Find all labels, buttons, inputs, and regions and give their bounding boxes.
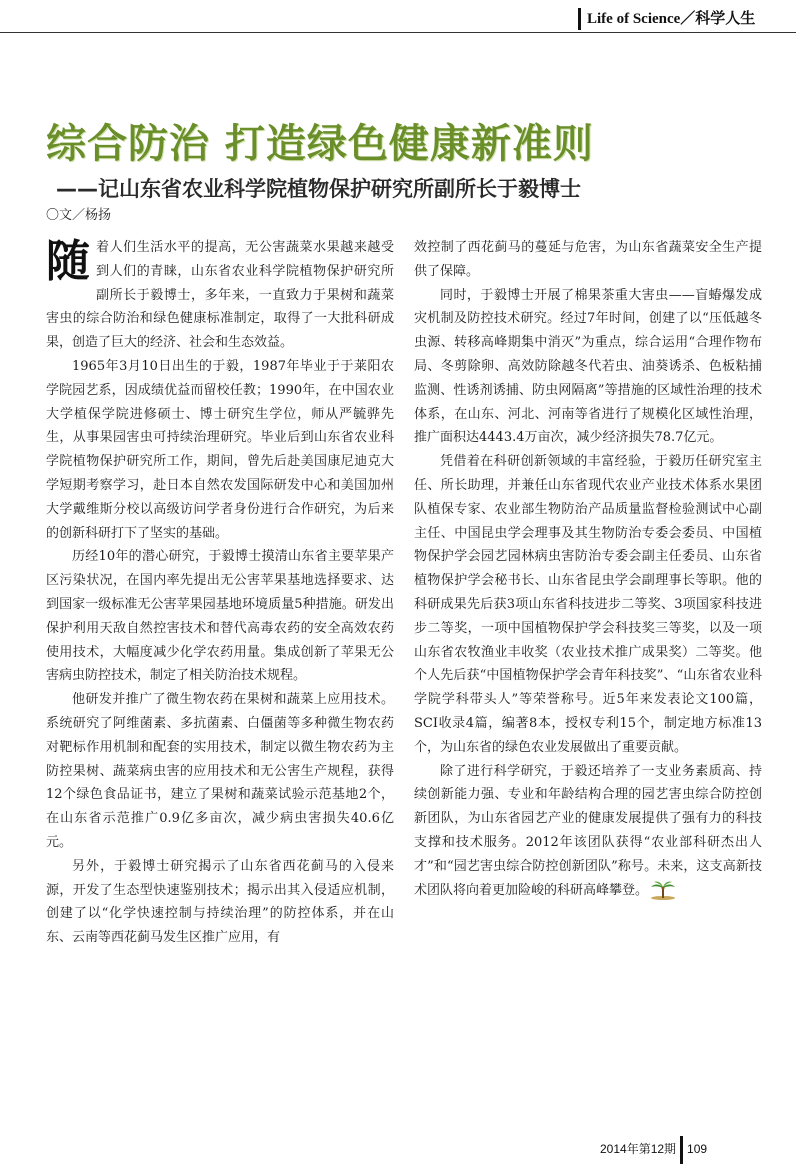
paragraph-9 [414,760,762,903]
article-title: 综合防治 打造绿色健康新准则 [46,121,594,167]
issue-label: 2014年第12期 [600,1142,677,1157]
paragraph-1-text: 着人们生活水平的提高，无公害蔬菜水果越来越受到人们的青睐，山东省农业科学院植物保护研究所副所长于毅博士，多年来，一直致力于果树和蔬菜害虫的综合防治和绿色健康标准制定，取得了一大批科研成果，创造了巨大的经济、社会和生态效益。 [46,240,394,351]
section-header [578,8,788,30]
drop-cap: 随 [46,236,90,287]
paragraph-8: 凭借着在科研创新领域的丰富经验，于毅历任研究室主任、所长助理，并兼任山东省现代农业产业技术体系水果团队植保专家、农业部生物防治产品质量监督检验测试中心副主任、中国昆虫学会理事及其生物防治专委会委员、中国植物保护学会园艺园林病虫害防治专委会副主任委员、山东省植物保护学会秘书长、山东省昆虫学会副理事长等职。他的科研成果先后获3项山东省科技进步二等奖、3项国家科技进步二等奖，一项中国植物保护学会科技奖三等奖，以及一项山东省农牧渔业丰收奖（农业技术推广成果奖）二等奖。他个人先后获“中国植物保护学会青年科技奖”、“山东省农业科学院学科带头人”等荣誉称号。近5年来发表论文100篇，SCI收录4篇，编著8本，授权专利15个，制定地方标准13个，为山东省的绿色农业发展做出了重要贡献。 [414,454,762,755]
page-number: 109 [687,1142,708,1157]
left-column [46,236,394,950]
paragraph-6: 效控制了西花蓟马的蔓延与危害，为山东省蔬菜安全生产提供了保障。 [414,240,762,279]
paragraph-4: 他研发并推广了微生物农药在果树和蔬菜上应用技术。系统研究了阿维菌素、多抗菌素、白僵菌等多种微生物农药对靶标作用机制和配套的实用技术，制定以微生物农药为主防控果树、蔬菜病虫害的应用技术和无公害生产规程，获得12个绿色食品证书，建立了果树和蔬菜试验示范基地2个，在山东省示范推广0.9亿多亩次，减少病虫害损失40.6亿元。 [46,692,394,850]
footer-divider [680,1136,683,1164]
section-label: Life of Science／科学人生 [587,11,756,27]
byline: 〇文／杨扬 [46,208,112,223]
paragraph-9-text: 除了进行科学研究，于毅还培养了一支业务素质高、持续创新能力强、专业和年龄结构合理的园艺害虫综合防控创新团队，为山东省园艺产业的健康发展提供了强有力的科技支撑和技术服务。2012年该团队获得“农业部科研杰出人才”和“园艺害虫综合防控创新团队”称号。未来，这支高新技术团队将向着更加险峻的科研高峰攀登。 [414,763,762,898]
paragraph-1 [46,236,394,355]
palm-tree-icon [650,880,676,900]
paragraph-5: 另外，于毅博士研究揭示了山东省西花蓟马的入侵来源，开发了生态型快速鉴别技术；揭示出其入侵适应机制，创建了以“化学快速控制与持续治理”的防控体系，并在山东、云南等西花蓟马发生区推广应用，有 [46,858,394,946]
paragraph-7: 同时，于毅博士开展了棉果茶重大害虫——盲蝽爆发成灾机制及防控技术研究。经过7年时间，创建了以“压低越冬虫源、转移高峰期集中消灭”为重点，综合运用“合理作物布局、冬剪除卵、高效防除越冬代若虫、油葵诱杀、色板粘捕监测、性诱剂诱捕、防虫网隔离”等措施的区域性治理的技术体系，在山东、河北、河南等省进行了规模化区域性治理，推广面积达4443.4万亩次，减少经济损失78.7亿元。 [414,287,762,446]
page-footer [600,1136,790,1162]
right-column [414,236,762,902]
paragraph-3: 历经10年的潜心研究，于毅博士摸清山东省主要苹果产区污染状况，在国内率先提出无公害苹果基地选择要求、达到国家一级标准无公害苹果园基地环境质量5种措施。研发出保护利用天敌自然控害技术和替代高毒农药的安全高效农药使用技术，大幅度减少化学农药用量。集成创新了苹果无公害病虫防控技术，制定了相关防治技术规程。 [46,549,394,684]
header-divider [0,32,796,33]
article-subtitle: ——记山东省农业科学院植物保护研究所副所长于毅博士 [56,177,581,201]
paragraph-2: 1965年3月10日出生的于毅，1987年毕业于于莱阳农学院园艺系，因成绩优益而留校任教；1990年，在中国农业大学植保学院进修硕士、博士研究生学位，师从严毓骅先生，从事果园害虫可持续治理研究。毕业后到山东省农业科学院植物保护研究所工作，期间，曾先后赴美国康尼迪克大学短期考察学习，赴日本自然农发国际研发中心和美国加州大学戴维斯分校以高级访问学者身份进行合作研究，为后来的创新科研打下了坚实的基础。 [46,358,394,541]
